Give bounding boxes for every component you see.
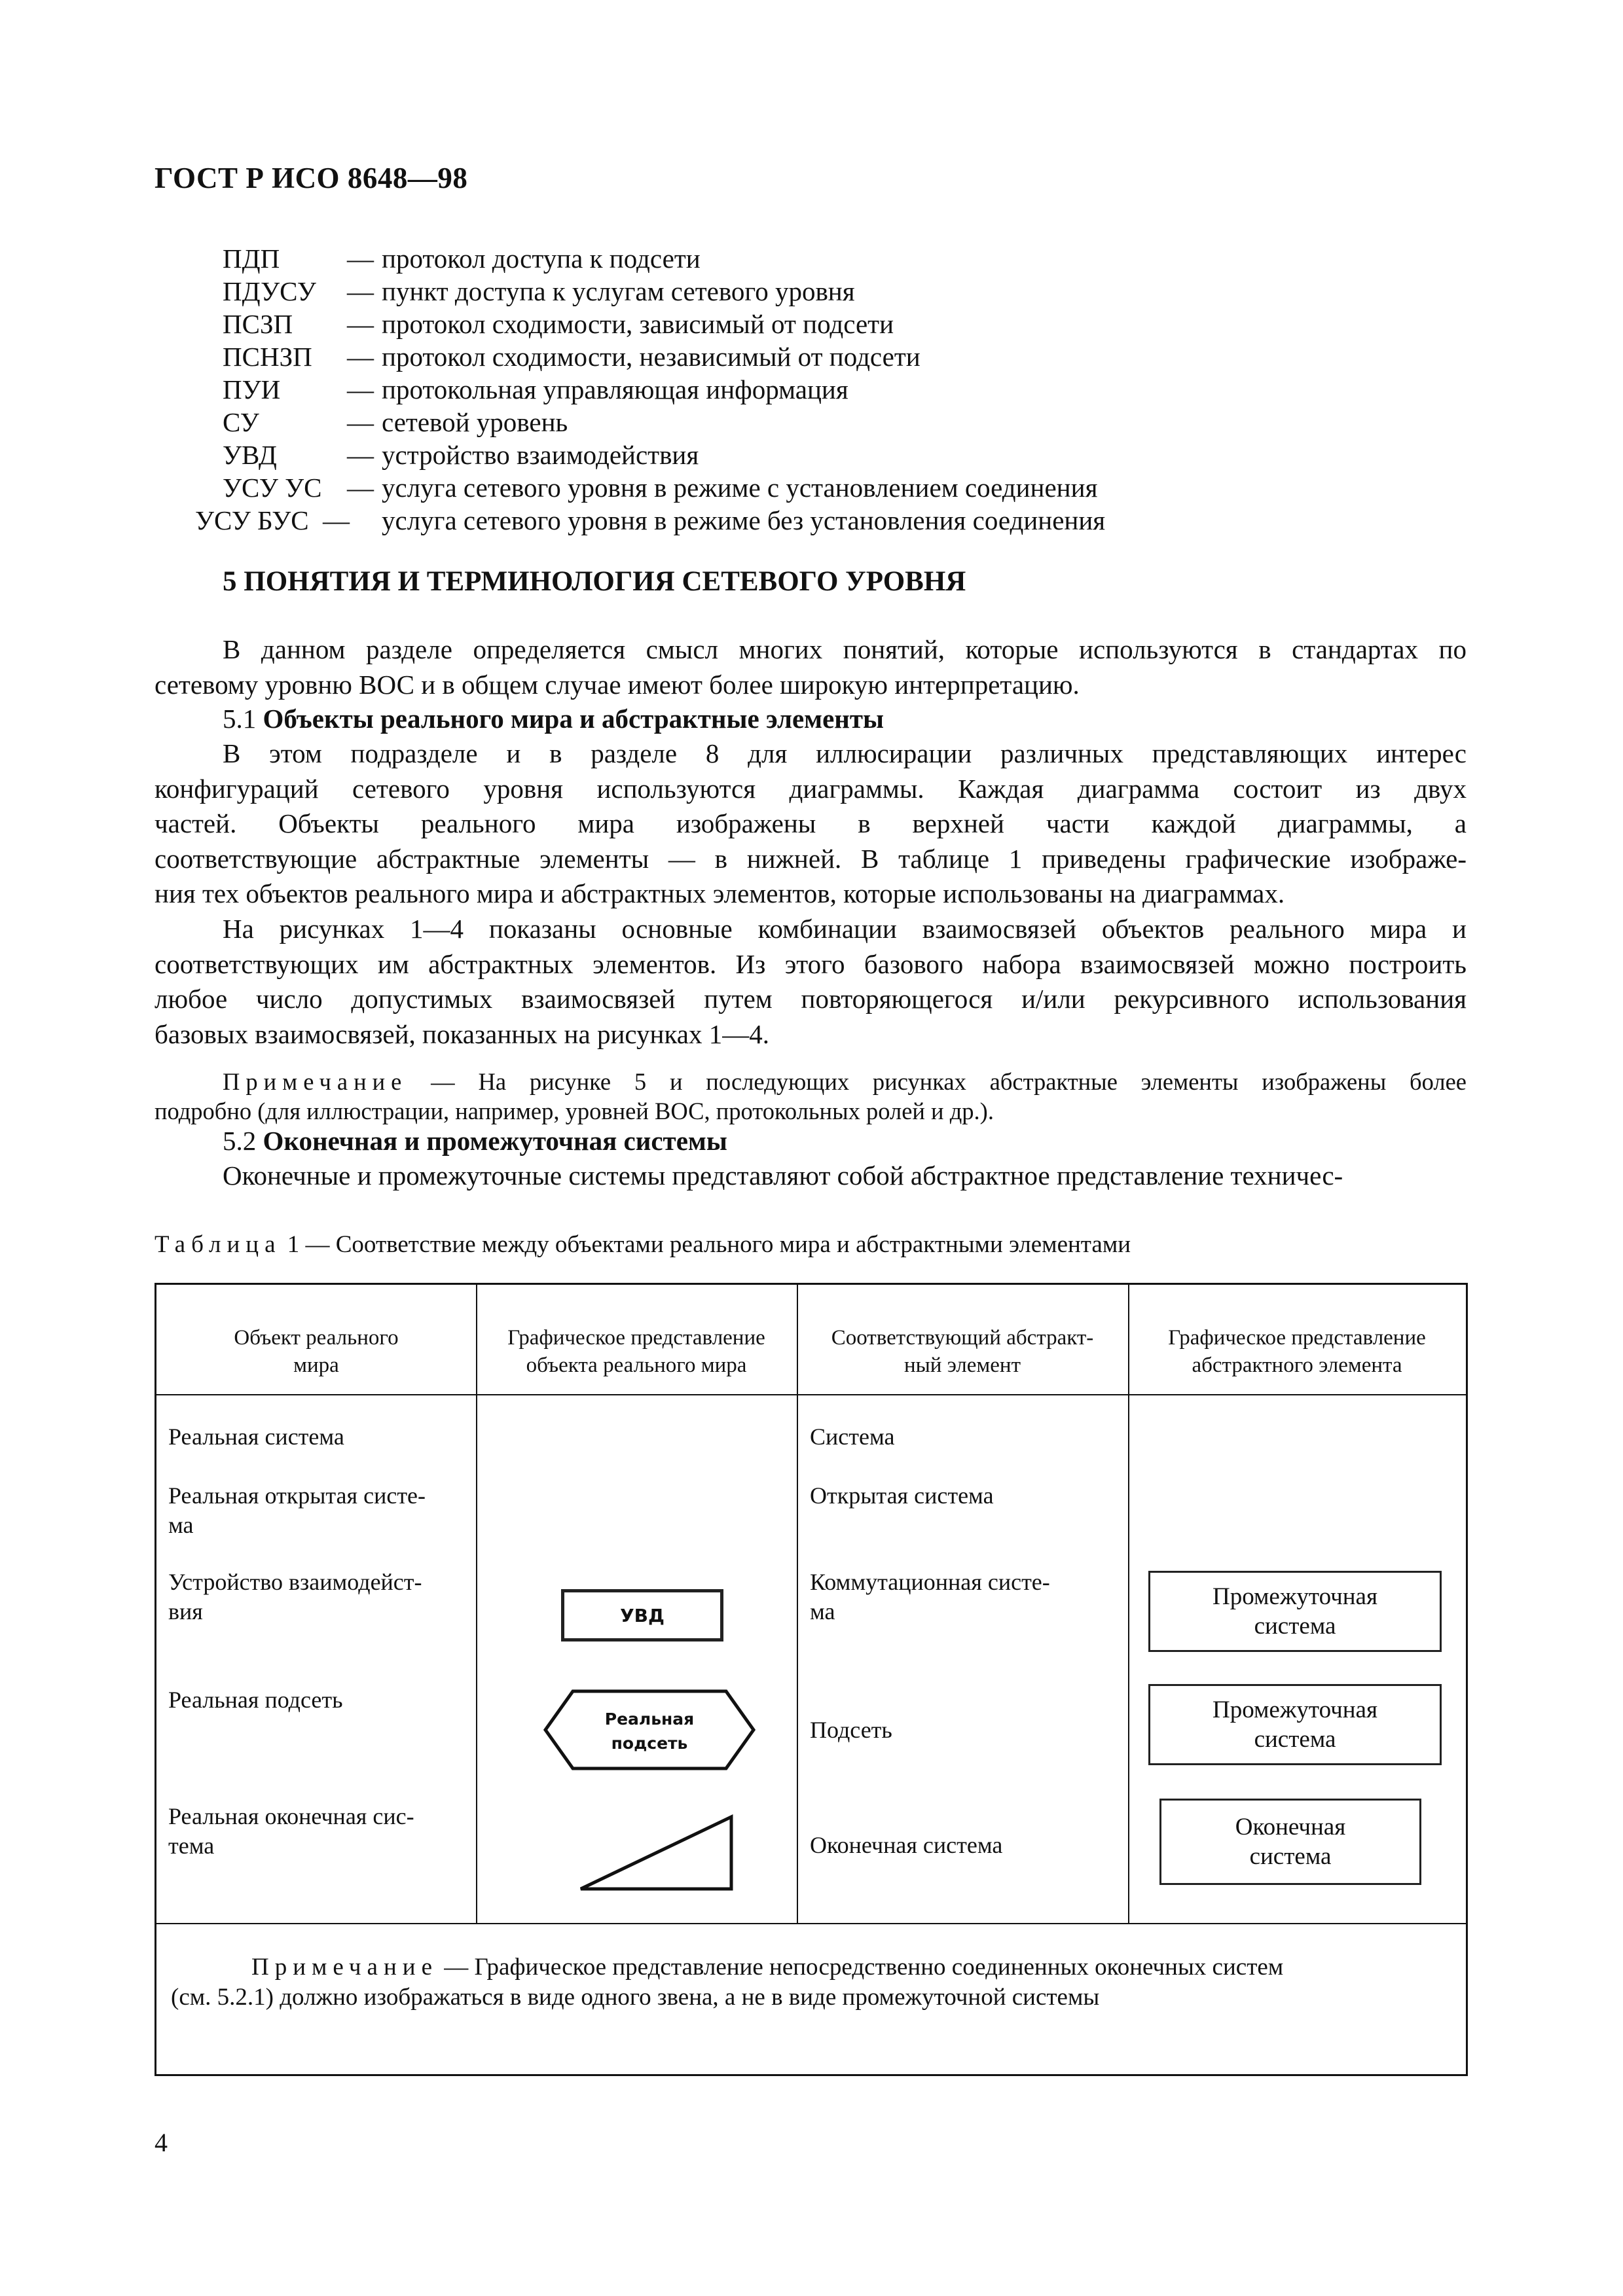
subnet-label-line2: подсеть bbox=[611, 1734, 688, 1753]
abbr-term: ПУИ bbox=[223, 374, 281, 404]
abbr-term: ПСЗП bbox=[223, 309, 293, 339]
page-number: 4 bbox=[155, 2128, 168, 2157]
abbr-definition: услуга сетевого уровня в режиме без установления соединения bbox=[382, 505, 1106, 535]
note-divider bbox=[156, 1923, 1466, 1924]
subnet-hexagon-symbol bbox=[541, 1687, 757, 1772]
text-line: соответствующие абстрактные элементы — в нижней. В таблице 1 приведены графические изображе- bbox=[155, 843, 1467, 874]
subsection-5-2-heading bbox=[223, 1124, 727, 1158]
caption-label: Таблица bbox=[155, 1231, 282, 1258]
real-object-cell: Устройство взаимодейст- вия bbox=[168, 1569, 422, 1624]
intro-paragraph bbox=[155, 632, 1467, 702]
abbr-term: СУ bbox=[223, 407, 259, 437]
table-1 bbox=[155, 1283, 1468, 2076]
text-line: Оконечные и промежуточные системы представляют собой абстрактное представление техничес- bbox=[223, 1160, 1343, 1191]
subsection-number: 5.2 bbox=[223, 1126, 257, 1156]
text-line: базовых взаимосвязей, показанных на рисунках 1—4. bbox=[155, 1018, 769, 1049]
intermediate-system-box: Промежуточная система bbox=[1148, 1571, 1442, 1652]
abbr-dash: — bbox=[347, 440, 374, 470]
column-divider bbox=[1128, 1285, 1129, 1923]
real-object-cell: Реальная открытая систе- ма bbox=[168, 1482, 426, 1538]
abbreviation-row bbox=[0, 275, 1623, 308]
abbr-term: УВД bbox=[223, 440, 277, 470]
table-header-col3: Соответствующий абстракт- ный элемент bbox=[831, 1326, 1094, 1377]
text-line: соответствующих им абстрактных элементов. Из этого базового набора взаимосвязей можно построить bbox=[155, 948, 1467, 979]
abbreviation-row bbox=[0, 242, 1623, 275]
real-object-cell: Реальная подсеть bbox=[168, 1687, 343, 1713]
abbreviation-row bbox=[0, 471, 1623, 504]
subsection-5-1-heading bbox=[223, 702, 884, 736]
document-header: ГОСТ Р ИСО 8648—98 bbox=[155, 162, 468, 194]
abbreviation-row bbox=[0, 308, 1623, 340]
abstract-element-cell: Система bbox=[810, 1424, 895, 1450]
abbr-dash: — bbox=[347, 374, 374, 404]
abbreviation-row bbox=[0, 406, 1623, 439]
abbr-term: ПСНЗП bbox=[223, 342, 312, 372]
table-note bbox=[171, 1952, 1455, 2013]
abbr-term: ПДП bbox=[223, 243, 280, 274]
text-line: частей. Объекты реального мира изображены в верхней части каждой диаграммы, а bbox=[155, 808, 1467, 838]
column-divider bbox=[476, 1285, 477, 1923]
subsection-title: Объекты реального мира и абстрактные элементы bbox=[263, 704, 884, 734]
abbr-dash: — bbox=[347, 276, 374, 306]
caption-text: 1 — Соответствие между объектами реального мира и абстрактными элементами bbox=[281, 1231, 1131, 1258]
note-text: — На рисунке 5 и последующих рисунках абстрактные элементы изображены более bbox=[407, 1068, 1467, 1095]
table-header-col2: Графическое представление объекта реального мира bbox=[507, 1326, 765, 1377]
abbr-definition: протокол доступа к подсети bbox=[382, 243, 701, 274]
header-divider bbox=[156, 1394, 1466, 1395]
note-label: Примечание bbox=[223, 1068, 408, 1095]
abbr-dash: — bbox=[347, 342, 374, 372]
note-text: (см. 5.2.1) должно изображаться в виде одного звена, а не в виде промежуточной системы bbox=[171, 1984, 1100, 2011]
abbr-dash: — bbox=[347, 473, 374, 503]
text-line: На рисунках 1—4 показаны основные комбинации взаимосвязей объектов реального мира и bbox=[223, 914, 1467, 944]
abbr-definition: протокол сходимости, независимый от подсети bbox=[382, 342, 921, 372]
note-text: подробно (для иллюстрации, например, уровней ВОС, протокольных ролей и др.). bbox=[155, 1098, 994, 1124]
text-line: сетевому уровню ВОС и в общем случае имеют более широкую интерпретацию. bbox=[155, 669, 1080, 700]
table-header-col4: Графическое представление абстрактного элемента bbox=[1168, 1326, 1426, 1377]
abbr-definition: сетевой уровень bbox=[382, 407, 568, 437]
end-system-box: Оконечная система bbox=[1159, 1799, 1421, 1885]
table-caption bbox=[155, 1230, 1131, 1259]
abbreviation-row bbox=[0, 373, 1623, 406]
abbr-term: УСУ УС bbox=[223, 473, 322, 503]
abbr-dash: — bbox=[347, 407, 374, 437]
subsection-title: Оконечная и промежуточная системы bbox=[263, 1126, 727, 1156]
abbr-definition: протокол сходимости, зависимый от подсети bbox=[382, 309, 894, 339]
section-title: 5 ПОНЯТИЯ И ТЕРМИНОЛОГИЯ СЕТЕВОГО УРОВНЯ bbox=[223, 566, 966, 597]
real-object-cell: Реальная оконечная сис- тема bbox=[168, 1803, 414, 1859]
note-label: Примечание bbox=[251, 1954, 438, 1981]
abbr-definition: услуга сетевого уровня в режиме с установлением соединения bbox=[382, 473, 1098, 503]
text-line: конфигураций сетевого уровня используются диаграммы. Каждая диаграмма состоит из двух bbox=[155, 773, 1467, 804]
abstract-element-cell: Оконечная система bbox=[810, 1832, 1003, 1858]
real-object-cell: Реальная система bbox=[168, 1424, 344, 1450]
abbreviation-row bbox=[0, 340, 1623, 373]
subnet-label-line1: Реальная bbox=[604, 1710, 695, 1729]
abbr-definition: пункт доступа к услугам сетевого уровня bbox=[382, 276, 855, 306]
note-text: — Графическое представление непосредственно соединенных оконечных систем bbox=[438, 1954, 1284, 1981]
abbr-definition: устройство взаимодействия bbox=[382, 440, 699, 470]
abstract-element-cell: Коммутационная систе- ма bbox=[810, 1569, 1050, 1624]
paragraph-5-1-b bbox=[155, 912, 1467, 1052]
column-divider bbox=[797, 1285, 798, 1923]
uvd-symbol: УВД bbox=[561, 1589, 723, 1641]
abbreviation-row bbox=[0, 504, 1623, 537]
intermediate-system-box: Промежуточная система bbox=[1148, 1684, 1442, 1765]
abbr-dash: — bbox=[347, 309, 374, 339]
text-line: ния тех объектов реального мира и абстрактных элементов, которые использованы на диаграммах. bbox=[155, 878, 1285, 908]
paragraph-5-1-a bbox=[155, 736, 1467, 912]
abstract-element-cell: Подсеть bbox=[810, 1717, 892, 1743]
abbr-dash: — bbox=[323, 505, 350, 535]
text-line: В данном разделе определяется смысл многих понятий, которые используются в стандартах по bbox=[223, 634, 1467, 664]
abbr-dash: — bbox=[347, 243, 374, 274]
text-line: В этом подразделе и в разделе 8 для иллюсирации различных представляющих интерес bbox=[223, 738, 1467, 768]
end-system-triangle-symbol bbox=[575, 1812, 738, 1895]
paragraph-5-2 bbox=[223, 1158, 1467, 1194]
text-line: любое число допустимых взаимосвязей путем повторяющегося и/или рекурсивного использования bbox=[155, 984, 1467, 1014]
abbr-term: УСУ БУС bbox=[195, 505, 309, 535]
note-1 bbox=[155, 1067, 1467, 1126]
abbr-term: ПДУСУ bbox=[223, 276, 316, 306]
subsection-number: 5.1 bbox=[223, 704, 257, 734]
abbr-definition: протокольная управляющая информация bbox=[382, 374, 848, 404]
abstract-element-cell: Открытая система bbox=[810, 1482, 994, 1509]
table-header-col1: Объект реального мира bbox=[234, 1326, 399, 1377]
abbreviation-row bbox=[0, 439, 1623, 471]
